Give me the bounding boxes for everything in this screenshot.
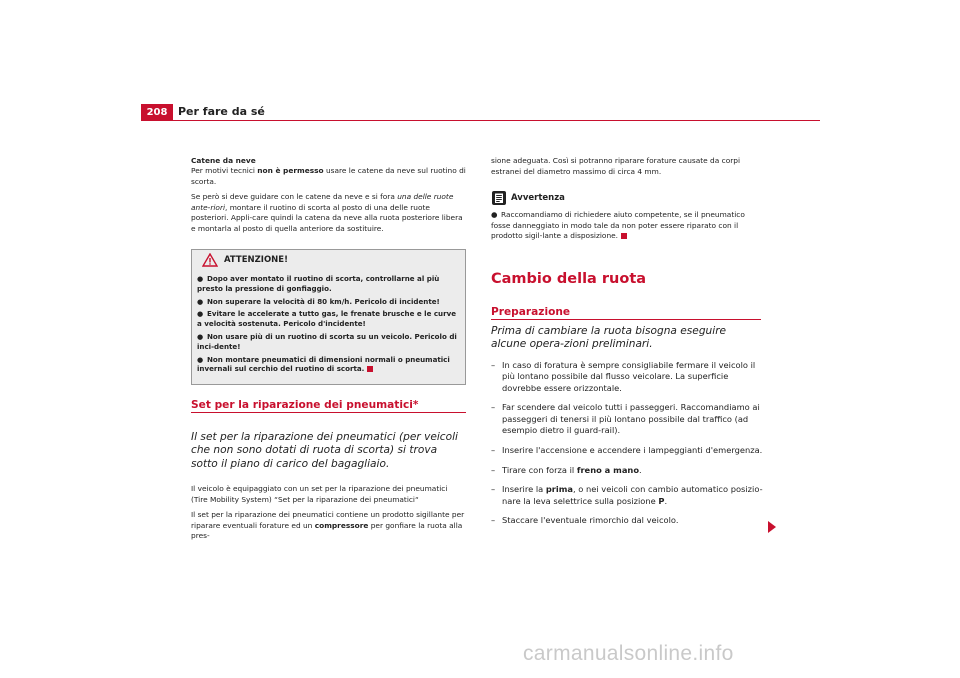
step-item: – Far scendere dal veicolo tutti i passeggeri. Raccomandiamo ai passeggeri di tenersi il più lontano possibile dal traffico (ad esempio dietro il guard-rail). [491,402,760,435]
repair-kit-title: Set per la riparazione dei pneumatici* [191,399,419,411]
snow-chains-para-2: Se però si deve guidare con le catene da neve e si fora una delle ruote ante-riori, montare il ruotino di scorta al posto di una delle ruote posteriori. Appli-care quindi la catena da neve alla ruota posteriore libera e montarla al posto di quella anteriore da sostituire. [191,192,463,233]
end-marker-icon [621,233,627,239]
note-title: Avvertenza [511,193,565,203]
step-item: – Inserire la prima, o nei veicoli con cambio automatico posizio-nare la leva selettrice sulla posizione P. [491,484,763,506]
note-header [491,190,565,206]
warning-list [197,274,459,377]
step-item: – Inserire l'accensione e accendere i lampeggianti d'emergenza. [491,444,763,455]
repair-kit-para-3: sione adeguata. Così si potranno riparare forature causate da corpi estranei del diametro massimo di circa 4 mm. [491,156,740,176]
preparation-title: Preparazione [491,306,571,318]
snow-chains-para-1: Per motivi tecnici non è permesso usare le catene da neve sul ruotino di scorta. [191,166,466,186]
repair-kit-divider [191,412,466,413]
note-body [491,210,761,247]
warning-item: ● Dopo aver montato il ruotino di scorta, controllarne al più presto la pressione di gonfiaggio. [197,274,440,293]
preparation-steps [491,360,766,535]
warning-header [192,250,465,270]
wheel-change-title: Cambio della ruota [491,271,647,287]
warning-title: ATTENZIONE! [224,255,288,265]
step-item: – Tirare con forza il freno a mano. [491,464,642,475]
preparation-intro: Prima di cambiare la ruota bisogna eseguire alcune opera-zioni preliminari. [491,325,727,351]
note-text: ● Raccomandiamo di richiedere aiuto competente, se il pneumatico fosse danneggiato in modo tale da non poter essere riparato con il prodotto sigil-lante a disposizione. [491,210,745,241]
warning-box [191,249,466,385]
repair-kit-body [191,484,466,547]
snow-chains-section [191,156,466,240]
page-number: 208 [141,104,173,120]
warning-item: ● Evitare le accelerate a tutto gas, le frenate brusche e le curve a velocità sostenuta. Pericolo d'incidente! [197,309,457,329]
repair-kit-para-1: Il veicolo è equipaggiato con un set per la riparazione dei pneumatici (Tire Mobility System) “Set per la riparazione dei pneumatici“ [191,484,448,504]
warning-item: ● Non montare pneumatici di dimensioni normali o pneumatici invernali sul cerchio del ruotino di scorta. [197,354,450,374]
header-divider [141,120,820,121]
warning-item: ● Non usare più di un ruotino di scorta su un veicolo. Pericolo di inci-dente! [197,331,457,351]
step-item: – In caso di foratura è sempre consigliabile fermare il veicolo il più lontano possibile dal flusso veicolare. La superficie dovrebbe essere orizzontale. [491,360,756,393]
continue-arrow-icon [768,521,776,533]
end-marker-icon [367,366,373,372]
preparation-divider [491,319,761,320]
watermark: carmanualsonline.info [523,642,734,665]
repair-kit-para-2: Il set per la riparazione dei pneumatici contiene un prodotto sigillante per riparare eventuali forature ed un compressore per gonfiare la ruota alla pres- [191,510,465,541]
snow-chains-heading: Catene da neve [191,156,256,165]
repair-kit-continuation [491,156,761,182]
note-info-icon [491,190,507,206]
warning-item: ● Non superare la velocità di 80 km/h. Pericolo di incidente! [197,296,440,306]
chapter-title: Per fare da sé [178,105,265,118]
repair-kit-intro: Il set per la riparazione dei pneumatici (per veicoli che non sono dotati di ruota di scorta) si trova sotto il piano di carico del bagagliaio. [191,431,458,470]
warning-triangle-icon [202,253,218,267]
step-item: – Staccare l'eventuale rimorchio dal veicolo. [491,515,679,526]
